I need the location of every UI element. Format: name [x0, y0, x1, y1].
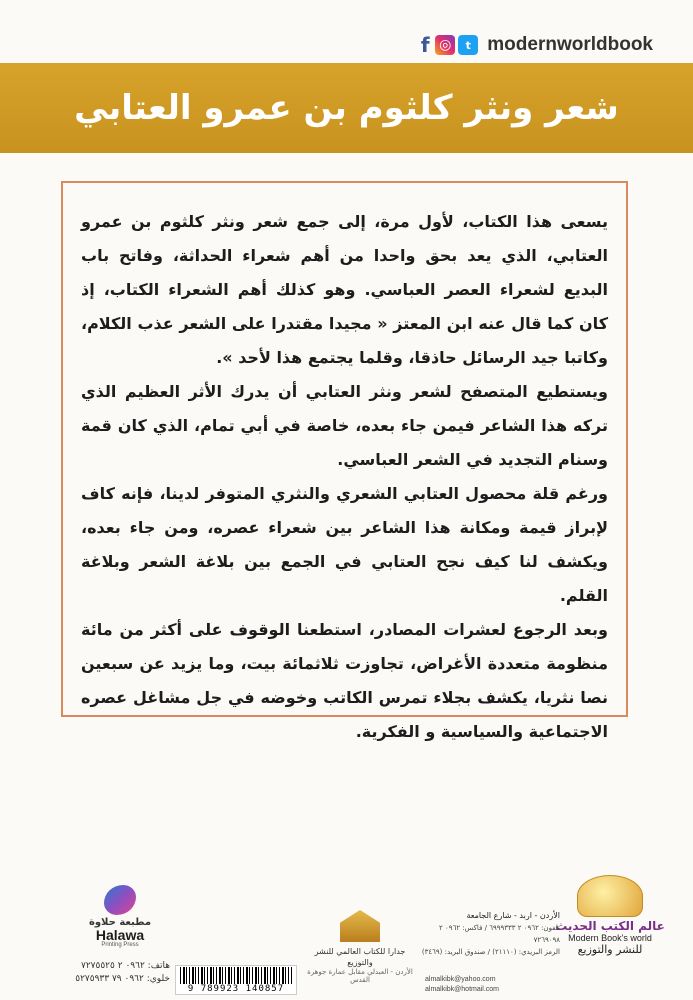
twitter-icon[interactable]: t — [458, 35, 478, 55]
email-address[interactable]: almalkibk@yahoo.com — [425, 976, 496, 983]
bird-icon — [104, 885, 136, 915]
instagram-icon[interactable]: ◎ — [435, 35, 455, 55]
email-address[interactable]: almalkibk@hotmail.com — [425, 986, 500, 993]
social-bar — [418, 30, 653, 60]
distributor-address: الأردن - العبدلي مقابل عمارة جوهرة القدس — [307, 968, 413, 984]
blurb-paragraph: ورغم قلة محصول العتابي الشعري والنثري المتوفر لدينا، فإنه كاف لإبراز قيمة ومكانة هذا الشاعر بين شعراء عصره، ومن جاء بعده، ويكشف لنا كيف نجح العتابي في الجمع بين بلاغة الشعر وبلاغة القلم. — [81, 484, 608, 605]
publisher-logo — [555, 875, 665, 956]
publisher-tagline: للنشر والتوزيع — [577, 943, 643, 956]
publisher-phone: تلفون: ٠٩٦٢ ٢ ٦٩٩٩٣٣٣ / فاكس: ٠٩٦٢ ٢ ٧٢٦٩٠٩٨ — [439, 924, 560, 944]
barcode-bars — [180, 967, 292, 984]
printer-phone: هاتف: ٠٩٦٢ ٢ ٧٢٧٥٥٢٥ — [81, 961, 170, 971]
blurb-paragraph: ويستطيع المتصفح لشعر ونثر العتابي أن يدرك الأثر العظيم الذي تركه هذا الشاعر فيمن جاء بعده، خاصة في أبي تمام، الذي كان قمة وسنام التجديد في الشعر العباسي. — [81, 382, 608, 469]
printer-name: مطبعة حلاوة — [88, 917, 152, 928]
title-banner — [0, 63, 693, 153]
blurb-paragraph: يسعى هذا الكتاب، لأول مرة، إلى جمع شعر ونثر كلثوم بن عمرو العتابي، الذي يعد بحق واحدا من أهم شعراء الحداثة، وفاتح باب البديع لشعراء العصر العباسي. وهو كذلك أهم الشعراء الكتاب، إذ كان كما قال عنه ابن المعتز « مجيدا مقتدرا على الشعر عذب الكلام، وكاتبا جيد الرسائل حاذقا، وقلما يجتمع هذا لأحد ». — [81, 212, 608, 367]
book-title: شعر ونثر كلثوم بن عمرو العتابي — [74, 88, 619, 128]
printer-name-en: Halawa — [95, 927, 145, 943]
publisher-address: الأردن - اربد - شارع الجامعة — [466, 911, 560, 920]
globe-icon — [577, 875, 643, 917]
blurb-box — [61, 181, 628, 741]
printer-mobile: خلوي: ٠٩٦٢ ٧٩ ٥٢٧٥٩٣٣ — [75, 974, 170, 984]
blurb-paragraph: وبعد الرجوع لعشرات المصادر، استطعنا الوقوف على أكثر من مائة منظومة متعددة الأغراض، تجاوزت ثلاثمائة بيت، وما يزيد عن سبعين نصا نثريا، يكشف بجلاء تمرس الكاتب وخوضه في جل مشاغل عصره الاجتماعية والسياسية و الفكرية. — [81, 620, 608, 741]
distributor-logo — [305, 910, 415, 984]
distributor-name: جدارا للكتاب العالمي للنشر والتوزيع — [314, 947, 406, 967]
publisher-name: عالم الكتب الحديث — [555, 919, 665, 933]
printer-logo — [80, 885, 160, 948]
footer — [0, 875, 693, 995]
isbn-number: 9 789923 140857 — [187, 984, 285, 994]
publisher-postal: الرمز البريدي: (٢١١١٠) / صندوق البريد: (٣٤٦٩) — [421, 948, 560, 956]
book-logo-icon — [340, 910, 380, 942]
publisher-contact — [420, 910, 560, 958]
printer-phones — [60, 960, 170, 986]
publisher-name-en: Modern Book's world — [568, 933, 652, 943]
isbn-barcode — [175, 965, 297, 995]
facebook-icon[interactable]: f — [420, 33, 430, 57]
social-handle[interactable]: modernworldbook — [487, 34, 653, 55]
publisher-emails — [425, 975, 535, 995]
printer-sub: Printing Press — [101, 942, 139, 948]
